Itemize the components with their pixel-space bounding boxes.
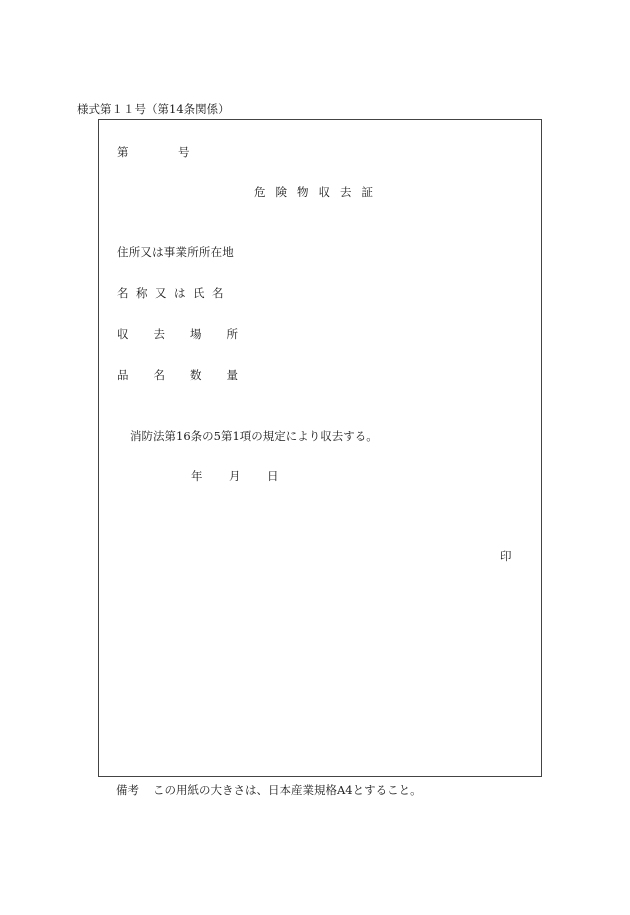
serial-number-suffix: 号: [178, 145, 190, 159]
goods-quantity-field-label: 品名数量: [117, 368, 263, 382]
date-year-label: 年: [191, 469, 203, 483]
date-month-label: 月: [229, 469, 241, 483]
remarks: [116, 782, 422, 798]
address-field-label: 住所又は事業所所在地: [117, 245, 234, 259]
form-frame: [98, 119, 542, 777]
document-title: 危険物収去証: [254, 185, 383, 199]
date-line: [191, 468, 279, 484]
name-field-label: 名称又は氏名: [117, 286, 231, 300]
remarks-text: この用紙の大きさは、日本産業規格A4とすること。: [153, 783, 422, 797]
serial-number-prefix: 第: [117, 145, 129, 159]
form-number-label: 様式第１１号（第14条関係）: [77, 102, 230, 116]
remarks-label: 備考: [116, 783, 139, 797]
collection-place-field-label: 収去場所: [117, 327, 263, 341]
legal-statement: 消防法第16条の5第1項の規定により収去する。: [130, 429, 378, 443]
date-day-label: 日: [267, 469, 279, 483]
seal-mark: 印: [500, 549, 512, 563]
